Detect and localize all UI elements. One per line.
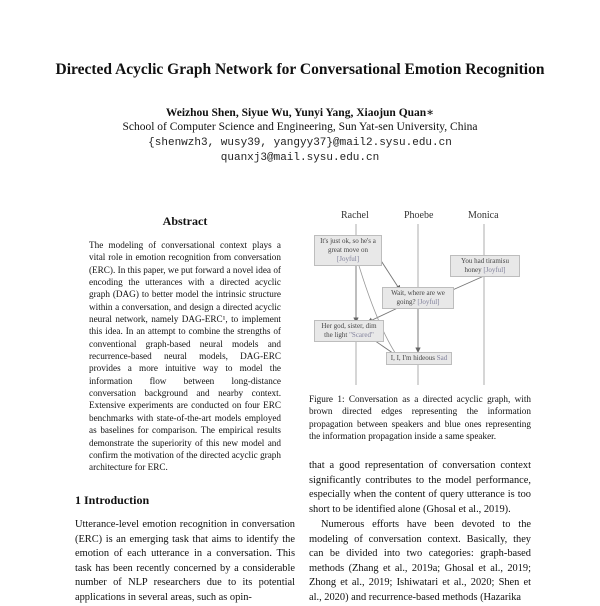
speaker-rachel: Rachel [341,210,369,221]
email-line-1: {shenwzh3, wusy39, yangyy37}@mail2.sysu.edu.cn [148,137,452,149]
figure-1 [308,210,534,385]
introduction-text: Utterance-level emotion recognition in conversation (ERC) is an emerging task that aims to identify the emotion of each utterance in a conversation. This task has been recently concerned by a considerable number of NLP researchers due to its potential applications in several areas, such as opin- [75,519,295,603]
utterance-1 [314,235,382,266]
utterance-5-text: I, I, I'm hideous [390,354,435,362]
right-column-paragraph-2: Numerous efforts have been devoted to the modeling of conversation context. Basically, they can be divided into two categories: graph-based methods (Zhang et al., 2019a; Ghosal et al., 2019; Zhong et al., 2019; Ishiwatari et al., 2020; Shen et al., 2020) and recurrence-based methods (Hazarika [309,519,531,603]
affiliation: School of Computer Science and Engineering, Sun Yat-sen University, China [122,121,478,133]
utterance-1-text: It's just ok, so he's a great move on [320,237,376,254]
utterance-1-emotion: [Joyful] [336,255,360,263]
abstract-heading: Abstract [162,214,208,228]
authors: Weizhou Shen, Siyue Wu, Yunyi Yang, Xiaojun Quan∗ [165,107,435,119]
utterance-5 [386,352,452,365]
speaker-monica: Monica [468,210,499,221]
abstract-text: The modeling of conversational context plays a vital role in emotion recognition from conversation (ERC). In this paper, we put forward a novel idea of encoding the utterances with a directed acyclic graph (DAG) to better model the intrinsic structure within a conversation, and design a directed acyclic neural network, namely DAG-ERC¹, to implement this idea. In an attempt to combine the strengths of conventional graph-based neural models and recurrence-based neural models, DAG-ERC provides a more intuitive way to model the information flow between long-distance conversation background and nearby context. Extensive experiments are conducted on four ERC benchmarks with state-of-the-art models employed as baselines for comparison. The empirical results demonstrate the superiority of this new model and confirm the motivation of the directed acyclic graph architecture for ERC. [89,240,281,473]
email-line-2: quanxj3@mail.sysu.edu.cn [220,152,380,164]
right-column-paragraph-1: that a good representation of conversation context significantly contributes to the model performance, especially when the content of query utterance is too short to be identified alone (Ghosal et al., 2019). [309,460,531,515]
utterance-2-text: You had tiramisu honey [461,257,509,274]
utterance-4 [314,320,384,342]
utterance-2-emotion: [Joyful] [483,266,506,274]
utterance-2 [450,255,520,277]
utterance-4-emotion: "Scared" [349,331,374,339]
speaker-phoebe: Phoebe [404,210,434,221]
introduction-heading: 1 Introduction [75,493,150,507]
utterance-4-text: Her god, sister, dim the light [321,322,377,339]
figure-1-caption: Figure 1: Conversation as a directed acyclic graph, with brown directed edges representing the information propagation between speakers and blue ones representing the information propagation inside a same speaker. [309,394,531,442]
utterance-3 [382,287,454,309]
utterance-3-emotion: [Joyful] [417,298,440,306]
paper-title: Directed Acyclic Graph Network for Conversational Emotion Recognition [55,61,545,78]
utterance-3-text: Wait, where are we going? [391,289,445,306]
utterance-5-emotion: Sad [436,354,448,362]
